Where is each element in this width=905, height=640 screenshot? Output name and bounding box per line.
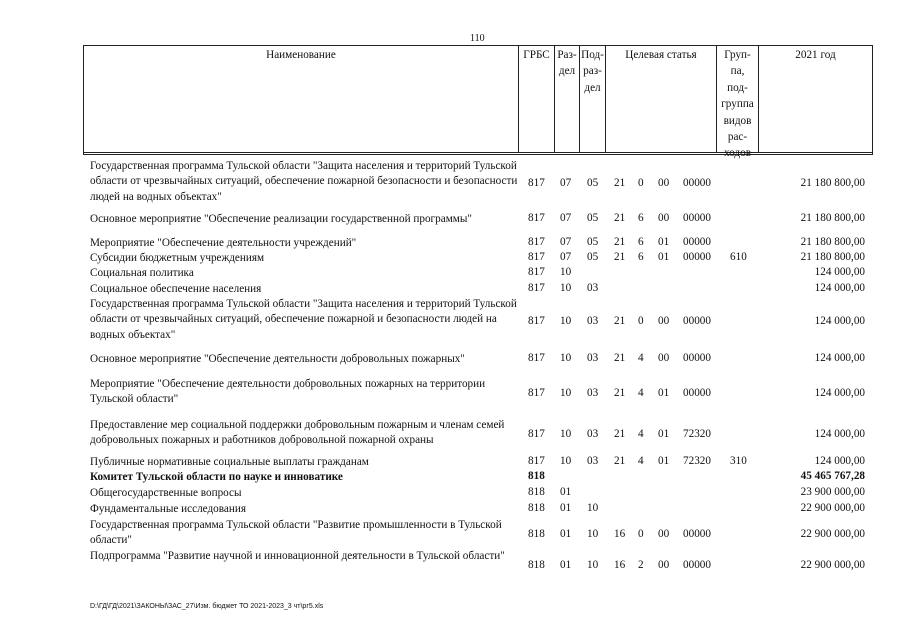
row-grbs: 817 [528,212,545,224]
row-t3: 00 [658,558,670,571]
row-name: Социальная политика [90,267,194,279]
row-name: Общегосударственные вопросы [90,487,242,499]
row-pr: 05 [587,251,599,263]
row-t2: 6 [638,212,644,224]
row-grbs: 817 [528,352,545,364]
row-pr: 03 [587,455,599,467]
row-pr: 03 [587,427,599,440]
row-grbs: 817 [528,266,545,278]
row-t1: 21 [614,352,626,364]
row-t4: 72320 [683,455,711,467]
row-t3: 01 [658,455,670,467]
file-path: D:\ГД\ГД\2021\ЗАКОНЫ\ЗАС_27\Изм. бюджет ТО 2021-2023_3 чт\рг5.xls [90,603,324,610]
row-t3: 00 [658,315,670,328]
row-t4: 00000 [683,315,711,328]
row-amount: 21 180 800,00 [800,212,865,224]
header-year: 2021 год [758,45,873,153]
row-t4: 00000 [683,251,711,263]
row-t4: 00000 [683,236,711,248]
row-name: Субсидии бюджетным учреждениям [90,252,265,264]
row-rz: 10 [560,427,572,440]
row-amount: 124 000,00 [814,455,865,467]
row-rz: 01 [560,502,572,514]
row-t1: 21 [614,455,626,467]
row-grbs: 818 [528,502,545,514]
row-grbs: 817 [528,177,545,190]
row-grbs: 817 [528,315,545,328]
row-rz: 10 [560,386,572,399]
row-t3: 01 [658,427,670,440]
row-name: Предоставление мер социальной поддержки добровольным пожарным и членам семей добровольных пожарных и работников добровольной пожарной охраны [90,419,505,447]
row-t2: 4 [638,455,644,467]
row-name: Публичные нормативные социальные выплаты гражданам [90,456,369,468]
row-t1: 16 [614,558,626,571]
row-amount: 21 180 800,00 [800,251,865,263]
row-rz: 07 [560,212,572,224]
row-t1: 21 [614,177,626,190]
row-t2: 6 [638,251,644,263]
row-rz: 10 [560,282,572,294]
header-name: Наименование [83,45,519,153]
row-name: Основное мероприятие "Обеспечение реализации государственной программы" [90,213,472,225]
row-grbs: 817 [528,455,545,467]
row-rz: 01 [560,527,572,540]
row-t1: 21 [614,251,626,263]
row-pr: 05 [587,212,599,224]
row-amount: 124 000,00 [814,386,865,399]
row-t1: 21 [614,427,626,440]
row-pr: 10 [587,502,599,514]
row-amount: 124 000,00 [814,427,865,440]
header-grbs: ГРБС [518,45,555,153]
row-grbs: 817 [528,251,545,263]
row-amount: 22 900 000,00 [800,502,865,514]
row-pr: 03 [587,386,599,399]
row-t1: 21 [614,315,626,328]
row-t4: 00000 [683,527,711,540]
row-t1: 21 [614,236,626,248]
row-t2: 6 [638,236,644,248]
row-t1: 21 [614,386,626,399]
header-target: Целевая статья [605,45,717,153]
row-vr: 310 [730,455,747,467]
row-name: Фундаментальные исследования [90,503,246,515]
row-t3: 00 [658,527,670,540]
row-pr: 05 [587,236,599,248]
row-name: Мероприятие "Обеспечение деятельности добровольных пожарных на территории Тульской области" [90,378,486,406]
row-vr: 610 [730,251,747,263]
header-razdel: Раз- дел [554,45,580,153]
row-amount: 124 000,00 [814,315,865,328]
row-t2: 0 [638,527,644,540]
row-t4: 00000 [683,212,711,224]
row-amount: 22 900 000,00 [800,558,865,571]
row-t3: 01 [658,236,670,248]
row-t3: 00 [658,212,670,224]
row-pr: 03 [587,352,599,364]
row-rz: 07 [560,251,572,263]
row-amount: 22 900 000,00 [800,527,865,540]
row-amount: 124 000,00 [814,266,865,278]
row-grbs: 818 [528,558,545,571]
row-pr: 10 [587,558,599,571]
row-t2: 4 [638,427,644,440]
row-t3: 01 [658,251,670,263]
row-amount: 21 180 800,00 [800,236,865,248]
row-grbs: 818 [528,470,545,482]
row-t2: 0 [638,177,644,190]
row-grbs: 817 [528,427,545,440]
row-grbs: 818 [528,527,545,540]
row-pr: 10 [587,527,599,540]
header-group: Груп- па, под- группа видов рас- ходов [716,45,759,153]
row-rz: 07 [560,236,572,248]
row-rz: 01 [560,558,572,571]
row-t2: 0 [638,315,644,328]
table-header [83,45,873,160]
row-grbs: 817 [528,386,545,399]
row-grbs: 817 [528,236,545,248]
row-name: Основное мероприятие "Обеспечение деятельности добровольных пожарных" [90,353,465,365]
row-t4: 00000 [683,177,711,190]
row-rz: 10 [560,266,572,278]
header-podrazdel: Под- раз- дел [579,45,606,153]
row-grbs: 818 [528,486,545,498]
row-name: Социальное обеспечение населения [90,283,262,295]
row-rz: 10 [560,455,572,467]
row-t2: 4 [638,352,644,364]
row-t3: 00 [658,352,670,364]
row-amount: 124 000,00 [814,282,865,294]
row-t3: 00 [658,177,670,190]
page-number: 110 [470,33,485,44]
row-name: Государственная программа Тульской области "Защита населения и территорий Тульской области от чрезвычайных ситуаций, обеспечение пожарной безопасности и безопасности людей на водных объектах" [90,160,518,203]
row-t4: 00000 [683,558,711,571]
row-grbs: 817 [528,282,545,294]
row-t4: 00000 [683,386,711,399]
row-rz: 01 [560,486,572,498]
row-t2: 4 [638,386,644,399]
row-rz: 07 [560,177,572,190]
row-name: Подпрограмма "Развитие научной и инновационной деятельности в Тульской области" [90,550,505,562]
row-t3: 01 [658,386,670,399]
row-t4: 72320 [683,427,711,440]
row-name: Государственная программа Тульской области "Защита населения и территорий Тульской области от чрезвычайных ситуаций, обеспечение пожарной и безопасности людей на водных объектах" [90,298,517,341]
row-amount: 45 465 767,28 [800,470,865,482]
row-pr: 03 [587,282,599,294]
row-t1: 21 [614,212,626,224]
row-rz: 10 [560,352,572,364]
row-amount: 21 180 800,00 [800,177,865,190]
row-amount: 124 000,00 [814,352,865,364]
row-amount: 23 900 000,00 [800,486,865,498]
row-t4: 00000 [683,352,711,364]
row-name: Комитет Тульской области по науке и инноватике [90,471,343,483]
row-name: Мероприятие "Обеспечение деятельности учреждений" [90,237,357,249]
row-t2: 2 [638,558,644,571]
row-rz: 10 [560,315,572,328]
row-pr: 03 [587,315,599,328]
row-t1: 16 [614,527,626,540]
row-pr: 05 [587,177,599,190]
row-name: Государственная программа Тульской области "Развитие промышленности в Тульской области" [90,519,502,547]
